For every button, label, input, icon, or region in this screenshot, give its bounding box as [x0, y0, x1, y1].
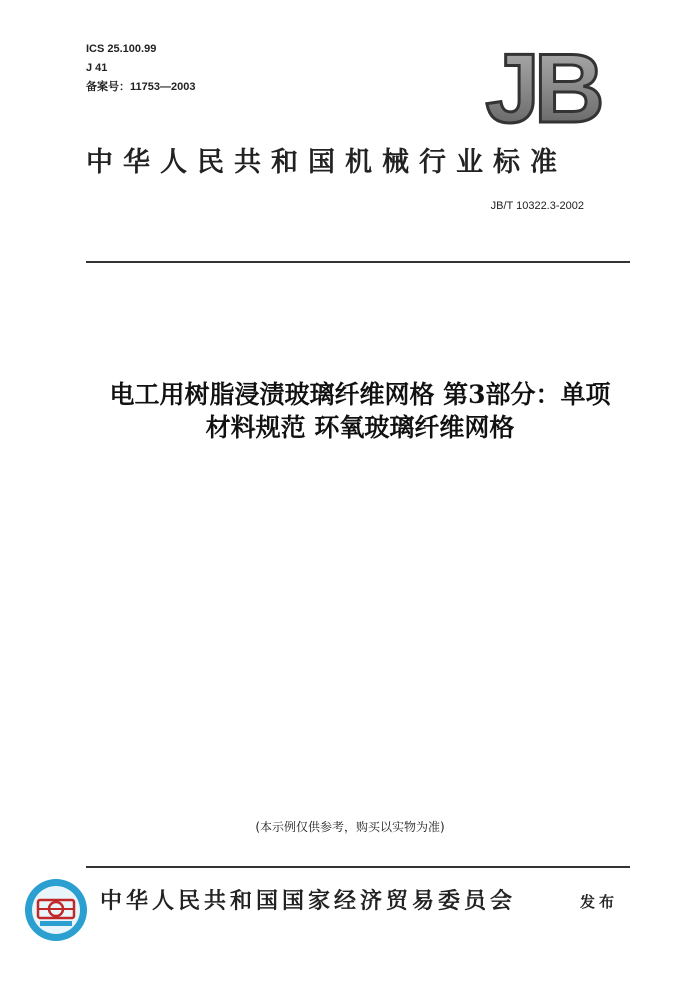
classification-code: J 41 — [86, 62, 108, 74]
record-number: 备案号：11753—2003 — [86, 81, 196, 93]
top-divider — [86, 261, 630, 263]
sample-note: (本示例仅供参考，购买以实物为准) — [255, 820, 445, 834]
publisher-name: 中华人民共和国国家经济贸易委员会 — [100, 889, 517, 914]
publisher-seal-icon — [24, 878, 88, 942]
document-title-line-2: 材料规范 环氧玻璃纤维网格 — [205, 413, 515, 442]
standard-title: 中华人民共和国机械行业标准 — [86, 147, 567, 178]
bottom-divider — [86, 866, 630, 868]
jb-logo-text: JB — [485, 44, 599, 130]
document-title-line-1: 电工用树脂浸渍玻璃纤维网格 第3部分：单项 — [109, 380, 611, 409]
document-metadata — [86, 40, 195, 97]
document-title — [40, 378, 680, 444]
jb-logo — [470, 44, 610, 130]
publish-label: 发布 — [580, 893, 619, 911]
ics-code: ICS 25.100.99 — [86, 43, 157, 55]
standard-code: JB/T 10322.3-2002 — [490, 200, 584, 212]
